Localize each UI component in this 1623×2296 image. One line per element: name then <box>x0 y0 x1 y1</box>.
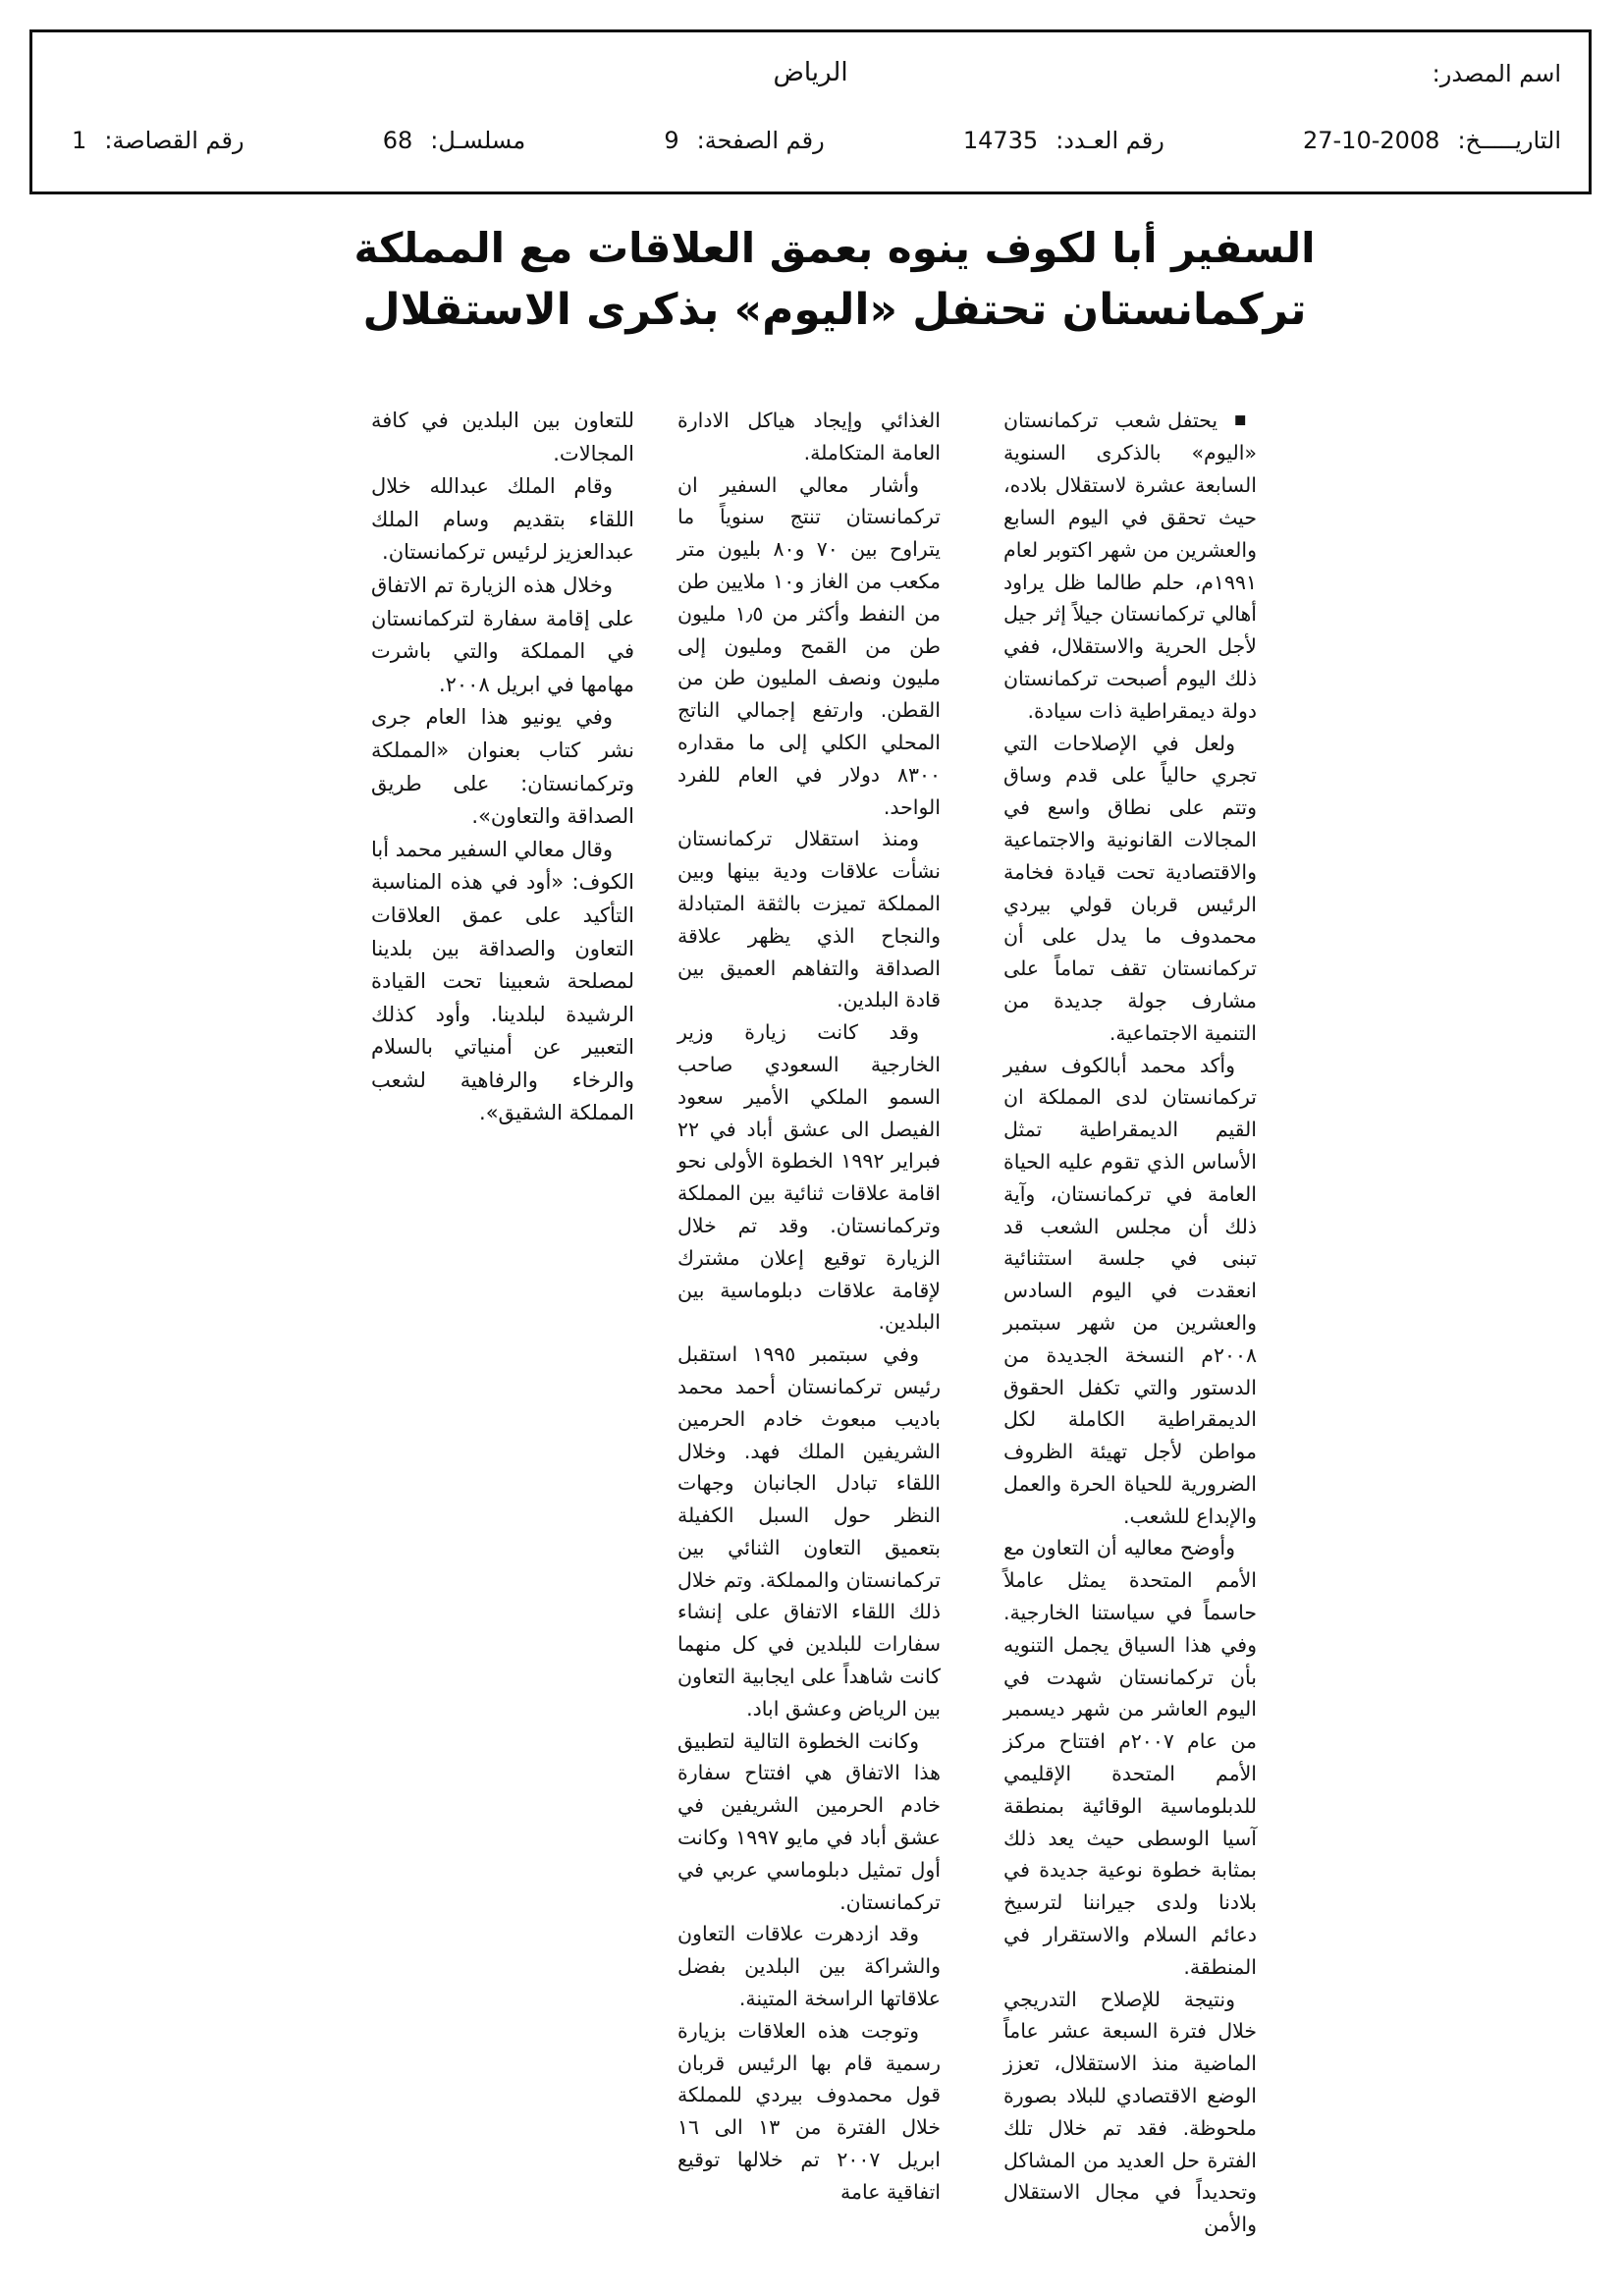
paragraph: ونتيجة للإصلاح التدريجي خلال فترة السبعة عشر عاماً الماضية منذ الاستقلال، تعزز الوضع الاقتصادي للبلاد بصورة ملحوظة. فقد تم خلال تلك الفترة حل العديد من المشاكل وتحديداً في مجال الاستقلال والأمن <box>1003 1987 1257 2237</box>
date-field <box>1303 127 1561 154</box>
article-column-2 <box>677 405 941 2209</box>
paragraph: ولعل في الإصلاحات التي تجري حالياً على قدم وساق وتتم على نطاق واسع في المجالات القانونية والاجتماعية والاقتصادية تحت قيادة فخامة الرئيس قربان قولي بيردي محمدوف ما يدل على أن تركمانستان تقف تماماً على مشارف جولة جديدة من التنمية الاجتماعية. <box>1003 731 1257 1045</box>
bullet-icon: ■ <box>1234 412 1257 428</box>
paragraph: وكانت الخطوة التالية لتطبيق هذا الاتفاق هي افتتاح سفارة خادم الحرمين الشريفين في عشق أباد في مايو ١٩٩٧ وكانت أول تمثيل دبلوماسي عربي في تركمانستان. <box>677 1728 941 1914</box>
paragraph: وأوضح معاليه أن التعاون مع الأمم المتحدة يمثل عاملاً حاسماً في سياستنا الخارجية. وفي هذا السياق يجمل التنويه بأن تركمانستان شهدت في اليوم العاشر من شهر ديسمبر من عام ٢٠٠٧م افتتاح مركز الأمم المتحدة الإقليمي للدبلوماسية الوقائية بمنطقة آسيا الوسطى حيث يعد ذلك بمثابة خطوة نوعية جديدة في بلادنا ولدى جيراننا لترسيخ دعائم السلام والاستقرار في المنطقة. <box>1003 1536 1257 1979</box>
page-value: 9 <box>664 127 679 154</box>
article-subtitle: السفير أبا لكوف ينوه بعمق العلاقات مع المملكة <box>353 224 1316 272</box>
paragraph: ■ يحتفل شعب تركمانستان «اليوم» بالذكرى السنوية السابعة عشرة لاستقلال بلاده، حيث تحقق في اليوم السابع والعشرين من شهر اكتوبر لعام ١٩٩١م، حلم طالما ظل يراود أهالي تركمانستان جيلاً إثر جيل لأجل الحرية والاستقلال، ففي ذلك اليوم أصبحت تركمانستان دولة ديمقراطية ذات سيادة. <box>1003 409 1257 723</box>
date-label: التاريـــــخ: <box>1457 127 1561 154</box>
article-column-1 <box>1003 405 1257 2241</box>
paragraph: وقد ازدهرت علاقات التعاون والشراكة بين البلدين بفضل علاقاتها الراسخة المتينة. <box>677 1922 941 2011</box>
page-label: رقم الصفحة: <box>696 127 825 154</box>
clipping-info-box <box>29 29 1592 194</box>
paragraph: وقام الملك عبدالله خلال اللقاء بتقديم وسام الملك عبدالعزيز لرئيس تركمانستان. <box>371 474 634 565</box>
paragraph: للتعاون بين البلدين في كافة المجالات. <box>371 409 634 465</box>
clip-value: 1 <box>72 127 87 154</box>
paragraph: الغذائي وإيجاد هياكل الادارة العامة المتكاملة. <box>677 409 941 465</box>
paragraph: وفي سبتمبر ١٩٩٥ استقبل رئيس تركمانستان أحمد محمد باديب مبعوث خادم الحرمين الشريفين الملك فهد. وخلال اللقاء تبادل الجانبان وجهات النظر حول السبل الكفيلة بتعميق التعاون الثنائي بين تركمانستان والمملكة. وتم خلال ذلك اللقاء الاتفاق على إنشاء سفارات للبلدين في كل منهما كانت شاهداً على ايجابية التعاون بين الرياض وعشق اباد. <box>677 1342 941 1721</box>
article-title: تركمانستان تحتفل «اليوم» بذكرى الاستقلال <box>362 285 1307 335</box>
issue-field <box>963 127 1164 154</box>
article-column-3 <box>371 405 634 1130</box>
source-label: اسم المصدر: <box>1432 60 1561 87</box>
clipping-meta-row <box>72 121 1561 160</box>
clip-label: رقم القصاصة: <box>104 127 244 154</box>
source-name: الرياض <box>773 58 848 87</box>
page-field <box>664 127 824 154</box>
issue-label: رقم العـدد: <box>1055 127 1164 154</box>
paragraph: وفي يونيو هذا العام جرى نشر كتاب بعنوان «المملكة وتركمانستان: على طريق الصداقة والتعاون». <box>371 705 634 829</box>
issue-value: 14735 <box>962 127 1039 154</box>
paragraph: وقال معالي السفير محمد أبا الكوف: «أود في هذه المناسبة التأكيد على عمق العلاقات التعاون والصداقة بين بلدينا لمصلحة شعبينا تحت القيادة الرشيدة لبلدينا. وأود كذلك التعبير عن أمنياتي بالسلام والرخاء والرفاهية لشعب المملكة الشقيق». <box>371 837 634 1125</box>
clip-field <box>72 127 244 154</box>
paragraph: وأكد محمد أبالكوف سفير تركمانستان لدى المملكة ان القيم الديمقراطية تمثل الأساس الذي تقوم عليه الحياة العامة في تركمانستان، وآية ذلك أن مجلس الشعب قد تبنى في جلسة استثنائية انعقدت في اليوم السادس والعشرين من شهر سبتمبر ٢٠٠٨م النسخة الجديدة من الدستور والتي تكفل الحقوق الديمقراطية الكاملة لكل مواطن لأجل تهيئة الظروف الضرورية للحياة الحرة والعمل والإبداع للشعب. <box>1003 1053 1257 1528</box>
serial-value: 68 <box>382 127 413 154</box>
serial-label: مسلسـل: <box>430 127 526 154</box>
serial-field <box>383 127 525 154</box>
paragraph: وتوجت هذه العلاقات بزيارة رسمية قام بها الرئيس قربان قول محمدوف بيردي للمملكة خلال الفترة من ١٣ الى ١٦ ابريل ٢٠٠٧ تم خلالها توقيع اتفاقية عامة <box>677 2018 942 2204</box>
paragraph: وأشار معالي السفير ان تركمانستان تنتج سنوياً ما يتراوح بين ٧٠ و٨٠ بليون متر مكعب من الغاز و١٠ ملايين طن من النفط وأكثر من ١٫٥ مليون طن من القمح ومليون إلى مليون ونصف المليون طن من القطن. وارتفع إجمالي الناتج المحلي الكلي إلى ما مقداره ٨٣٠٠ دولار في العام للفرد الواحد. <box>677 472 942 819</box>
date-value: 27-10-2008 <box>1302 127 1440 154</box>
paragraph: وخلال هذه الزيارة تم الاتفاق على إقامة سفارة لتركمانستان في المملكة والتي باشرت مهامها في ابريل ٢٠٠٨. <box>371 573 634 696</box>
paragraph: ومنذ استقلال تركمانستان نشأت علاقات ودية بينها وبين المملكة تميزت بالثقة المتبادلة والنجاح الذي يظهر علاقة الصداقة والتفاهم العميق بين قادة البلدين. <box>677 827 941 1012</box>
paragraph: وقد كانت زيارة وزير الخارجية السعودي صاحب السمو الملكي الأمير سعود الفيصل الى عشق أباد في ٢٢ فبراير ١٩٩٢ الخطوة الأولى نحو اقامة علاقات ثنائية بين المملكة وتركمانستان. وقد تم خلال الزيارة توقيع إعلان مشترك لإقامة علاقات دبلوماسية بين البلدين. <box>677 1020 941 1335</box>
